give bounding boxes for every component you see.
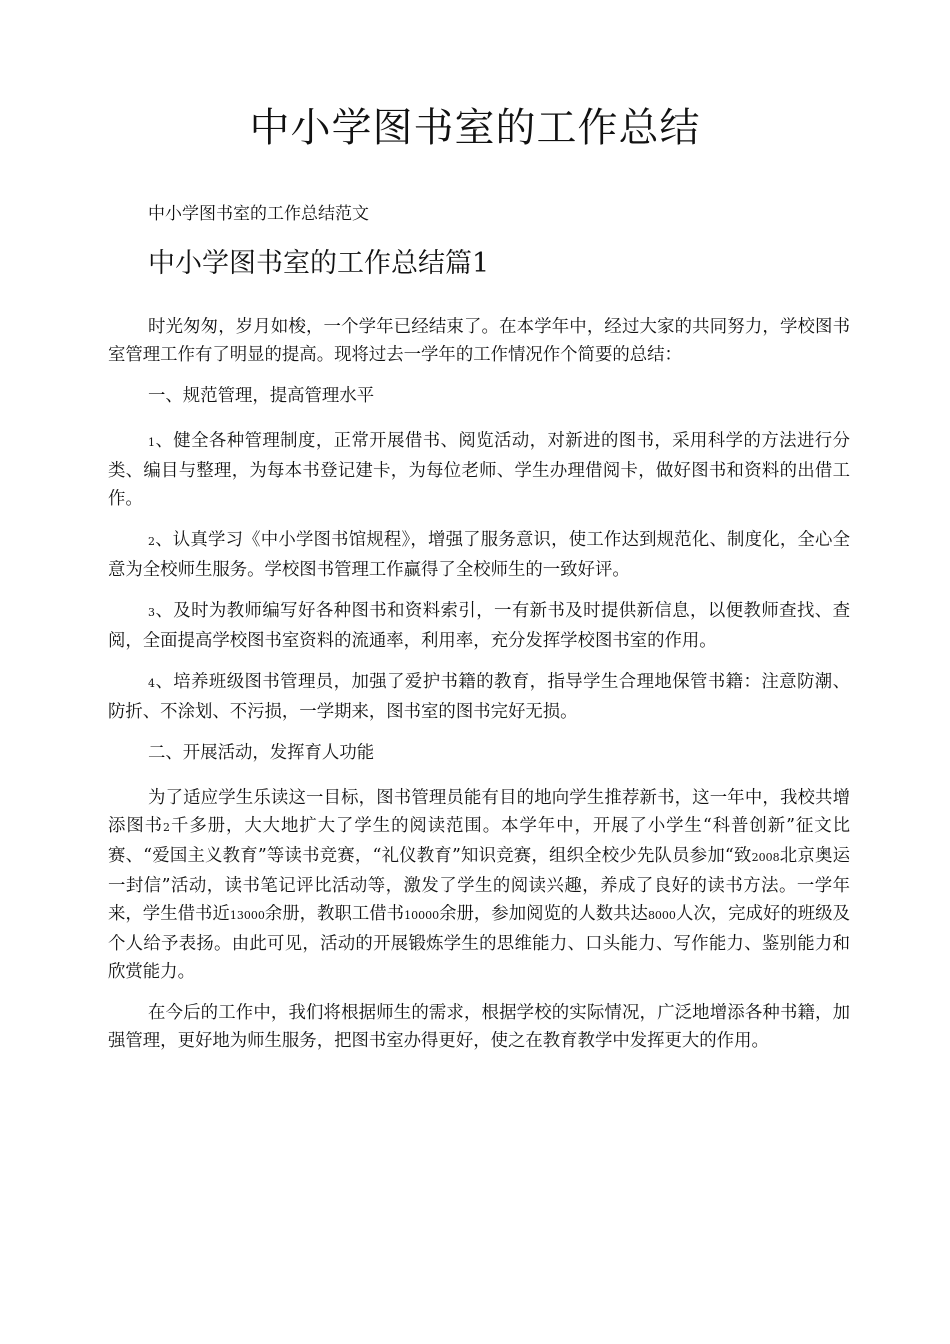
heading-one: 一、规范管理，提高管理水平 xyxy=(148,386,375,406)
item-text: 、培养班级图书管理员，加强了爱护书籍的教育，指导学生合理地保管书籍：注意防潮、防折、不涂划、不污损，一学期来，图书室的图书完好无损。 xyxy=(108,672,850,722)
closing-paragraph: 在今后的工作中，我们将根据师生的需求，根据学校的实际情况，广泛地增添各种书籍，加强管理，更好地为师生服务，把图书室办得更好，使之在教育教学中发挥更大的作用。 xyxy=(108,1003,850,1051)
list-item-3 xyxy=(108,597,850,655)
activities-number: 10000 xyxy=(404,909,440,922)
activities-text: 北京奥运一封信”活动，读书笔记评比活动等，激发了学生的阅读兴趣，养成了良好的读书方法。一学年来，学生借书近 xyxy=(108,846,850,924)
document-title: 中小学图书室的工作总结 xyxy=(249,105,701,151)
document-body xyxy=(108,313,850,1068)
item-number: 1 xyxy=(148,436,156,449)
item-number: 4 xyxy=(148,677,156,690)
list-item-2 xyxy=(108,526,850,584)
item-text: 、认真学习《中小学图书馆规程》，增强了服务意识，使工作达到规范化、制度化，全心全意为全校师生服务。学校图书管理工作赢得了全校师生的一致好评。 xyxy=(108,530,850,580)
activities-number: 2 xyxy=(163,821,171,834)
item-number: 2 xyxy=(148,535,156,548)
intro-paragraph: 时光匆匆，岁月如梭，一个学年已经结束了。在本学年中，经过大家的共同努力，学校图书室管理工作有了明显的提高。现将过去一学年的工作情况作个简要的总结： xyxy=(108,317,850,365)
activities-text: 余册，参加阅览的人数共达 xyxy=(439,904,648,924)
activities-text: 千多册，大大地扩大了学生的阅读范围。本学年中，开展了小学生“科普创新”征文比赛、“爱国主义教育”等读书竞赛，“礼仪教育”知识竞赛，组织全校少先队员参加“致 xyxy=(108,816,850,866)
heading-two: 二、开展活动，发挥育人功能 xyxy=(148,743,375,763)
activities-text: 为了适应学生乐读这一目标，图书管理员能有目的地向学生推荐新书，这一年中，我校共增添图书 xyxy=(108,788,850,836)
activities-text: 余册，教职工借书 xyxy=(264,904,405,924)
item-text: 、及时为教师编写好各种图书和资料索引，一有新书及时提供新信息，以便教师查找、查阅，全面提高学校图书室资料的流通率，利用率，充分发挥学校图书室的作用。 xyxy=(108,601,850,651)
section-heading: 中小学图书室的工作总结篇1 xyxy=(148,248,490,279)
activities-number: 13000 xyxy=(229,909,265,922)
item-number: 3 xyxy=(148,606,156,619)
list-item-4 xyxy=(108,668,850,726)
activities-number: 2008 xyxy=(751,851,780,864)
activities-number: 8000 xyxy=(647,909,676,922)
activities-paragraph xyxy=(108,784,850,986)
list-item-1 xyxy=(108,427,850,513)
document-subtitle: 中小学图书室的工作总结范文 xyxy=(148,204,369,224)
activities-text: 人次，完成好的班级及个人给予表扬。由此可见，活动的开展锻炼学生的思维能力、口头能力、写作能力、鉴别能力和欣赏能力。 xyxy=(108,904,850,982)
item-text: 、健全各种管理制度，正常开展借书、阅览活动，对新进的图书，采用科学的方法进行分类、编目与整理，为每本书登记建卡，为每位老师、学生办理借阅卡，做好图书和资料的出借工作。 xyxy=(108,431,850,509)
